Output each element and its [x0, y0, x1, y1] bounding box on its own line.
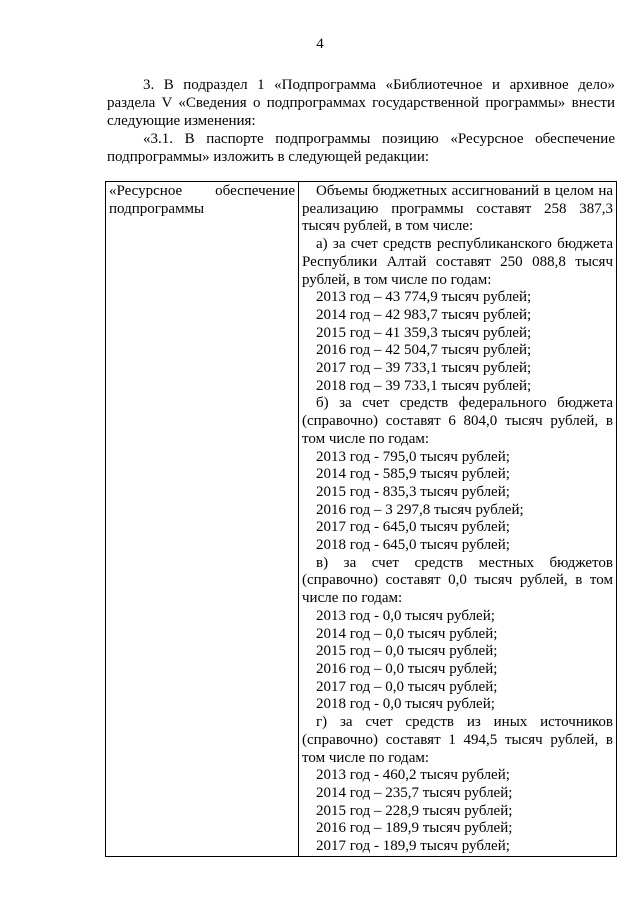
total-budget-text: Объемы бюджетных ассигнований в целом на реализацию программы составят 258 387,3 тысяч рублей, в том числе: [302, 183, 613, 235]
year-line: 2015 год – 228,9 тысяч рублей; [316, 802, 513, 819]
intro-text [107, 76, 615, 166]
year-line: 2018 год – 39 733,1 тысяч рублей; [316, 377, 532, 394]
label-line: «Ресурсное обеспечение [109, 183, 295, 199]
year-line: 2013 год - 460,2 тысяч рублей; [316, 767, 510, 784]
year-line: 2015 год - 835,3 тысяч рублей; [316, 483, 510, 500]
year-line: 2016 год – 3 297,8 тысяч рублей; [316, 501, 524, 518]
year-line: 2017 год – 39 733,1 тысяч рублей; [316, 360, 532, 377]
page-number: 4 [316, 36, 324, 52]
intro-paragraph-amendment: 3. В подраздел 1 «Подпрограмма «Библиотечное и архивное дело» раздела V «Сведения о подпрограммах государственной программы» внести следующие изменения: [107, 77, 615, 129]
year-line: 2014 год – 235,7 тысяч рублей; [316, 784, 513, 801]
year-line: 2016 год – 42 504,7 тысяч рублей; [316, 342, 532, 359]
year-line: 2017 год – 0,0 тысяч рублей; [316, 678, 498, 695]
section-a-text: а) за счет средств республиканского бюджета Республики Алтай составят 250 088,8 тысяч рублей, в том числе по годам: [302, 236, 613, 288]
year-line: 2016 год – 0,0 тысяч рублей; [316, 660, 498, 677]
year-line: 2017 год - 189,9 тысяч рублей; [316, 838, 510, 855]
year-line: 2017 год - 645,0 тысяч рублей; [316, 519, 510, 536]
section-b-text: б) за счет средств федерального бюджета (справочно) составят 6 804,0 тысяч рублей, в том числе по годам: [302, 395, 613, 447]
year-line: 2018 год - 0,0 тысяч рублей; [316, 696, 495, 713]
year-line: 2014 год – 42 983,7 тысяч рублей; [316, 306, 532, 323]
resource-provision-table [105, 181, 617, 857]
table-row [106, 182, 617, 857]
intro-paragraph-passport: «3.1. В паспорте подпрограммы позицию «Ресурсное обеспечение подпрограммы» изложить в следующей редакции: [107, 131, 615, 165]
resource-provision-content [299, 182, 617, 857]
year-line: 2013 год - 0,0 тысяч рублей; [316, 607, 495, 624]
section-v-text: в) за счет средств местных бюджетов (справочно) составят 0,0 тысяч рублей, в том числе по годам: [302, 554, 613, 607]
year-line: 2016 год – 189,9 тысяч рублей; [316, 820, 513, 837]
year-line: 2014 год - 585,9 тысяч рублей; [316, 466, 510, 483]
section-g-text: г) за счет средств из иных источников (справочно) составят 1 494,5 тысяч рублей, в том числе по годам: [302, 714, 613, 766]
year-line: 2015 год – 41 359,3 тысяч рублей; [316, 324, 532, 341]
year-line: 2018 год - 645,0 тысяч рублей; [316, 537, 510, 554]
year-line: 2013 год - 795,0 тысяч рублей; [316, 448, 510, 465]
year-line: 2014 год – 0,0 тысяч рублей; [316, 625, 498, 642]
resource-provision-label [106, 182, 299, 857]
year-line: 2015 год – 0,0 тысяч рублей; [316, 643, 498, 660]
label-line: подпрограммы [109, 200, 205, 217]
year-line: 2013 год – 43 774,9 тысяч рублей; [316, 289, 532, 306]
